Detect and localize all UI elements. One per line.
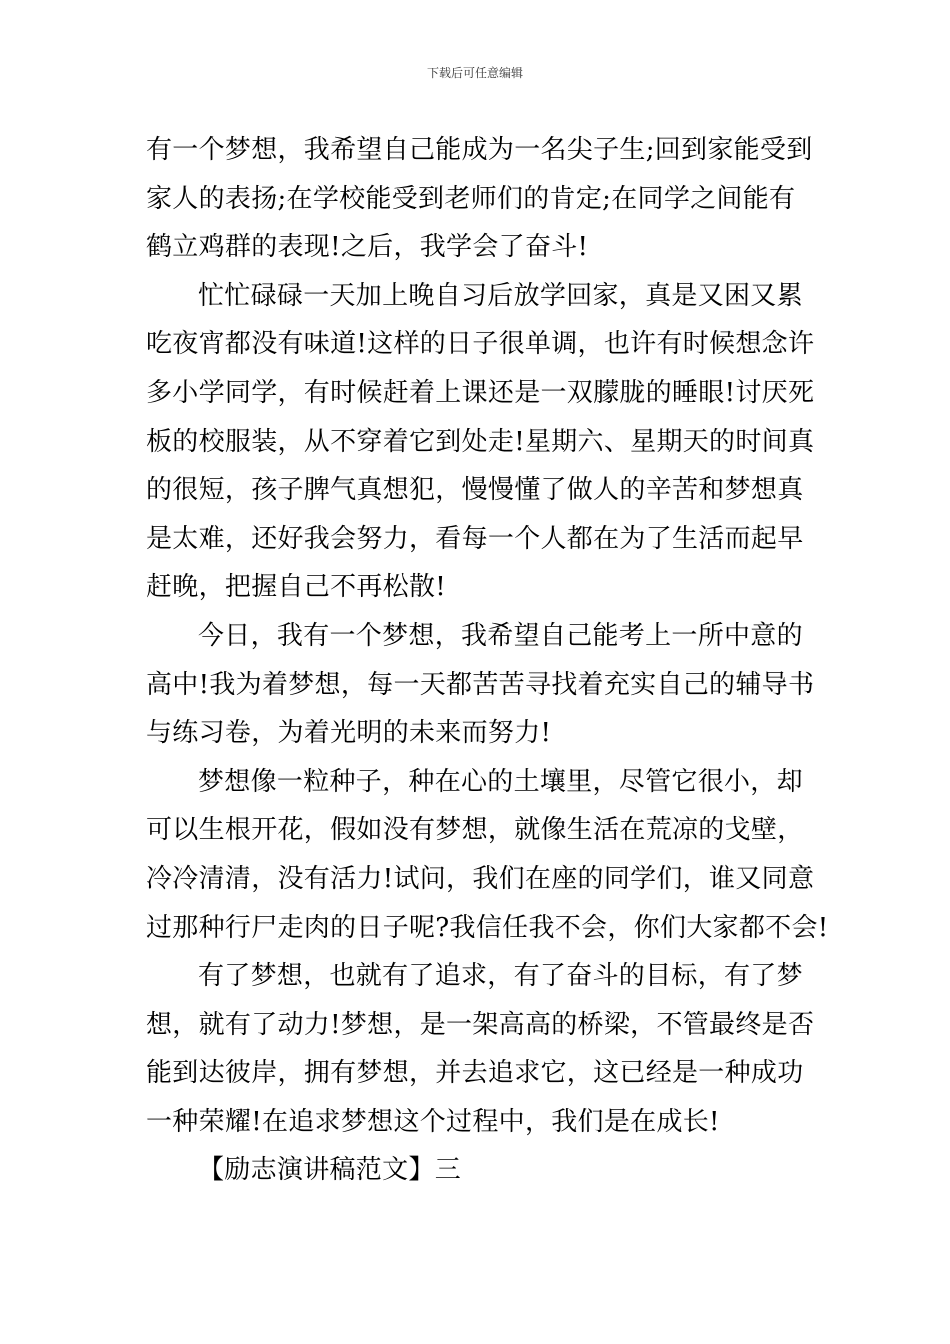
paragraph-4 [146,758,829,952]
text-line: 能到达彼岸，拥有梦想，并去追求它，这已经是一种成功 [146,1058,804,1089]
text-line: 是太难，还好我会努力，看每一个人都在为了生活而起早 [146,523,804,554]
document-body [146,126,829,1195]
paragraph-3 [146,612,815,758]
text-line: 有了梦想，也就有了追求，有了奋斗的目标，有了梦 [198,961,803,992]
text-line: 的很短，孩子脾气真想犯，慢慢懂了做人的辛苦和梦想真 [146,475,804,506]
text-line: 与练习卷，为着光明的未来而努力! [146,718,552,749]
text-line: 一种荣耀!在追求梦想这个过程中，我们是在成长! [146,1106,720,1137]
text-line: 家人的表扬;在学校能受到老师们的肯定;在同学之间能有 [146,183,796,214]
text-line: 有一个梦想，我希望自己能成为一名尖子生;回到家能受到 [146,135,813,165]
header-note: 下载后可任意编辑 [426,66,523,80]
text-line: 多小学同学，有时候赶着上课还是一双朦胧的睡眼!讨厌死 [146,377,815,408]
text-line: 高中!我为着梦想，每一天都苦苦寻找着充实自己的辅导书 [146,669,815,700]
text-line: 过那种行尸走肉的日子呢?我信任我不会，你们大家都不会! [146,912,829,943]
text-line: 忙忙碌碌一天加上晚自习后放学回家，真是又困又累 [198,280,803,311]
text-line: 鹤立鸡群的表现!之后，我学会了奋斗! [146,232,589,263]
paragraph-1 [146,126,813,272]
text-line: 赶晚，把握自己不再松散! [146,572,447,603]
text-line: 可以生根开花，假如没有梦想，就像生活在荒凉的戈壁， [146,815,804,846]
text-line: 吃夜宵都没有味道!这样的日子很单调，也许有时候想念许 [146,329,815,360]
paragraph-2 [146,272,815,612]
paragraph-5 [146,952,815,1146]
text-line: 冷冷清清，没有活力!试问，我们在座的同学们，谁又同意 [146,863,815,894]
text-line: 今日，我有一个梦想，我希望自己能考上一所中意的 [198,620,803,651]
text-line: 梦想像一粒种子，种在心的土壤里，尽管它很小，却 [198,766,803,797]
section-heading: 【励志演讲稿范文】三 [198,1155,462,1186]
text-line: 想，就有了动力!梦想，是一架高高的桥梁，不管最终是否 [146,1009,815,1040]
text-line: 板的校服装，从不穿着它到处走!星期六、星期天的时间真 [146,426,815,457]
